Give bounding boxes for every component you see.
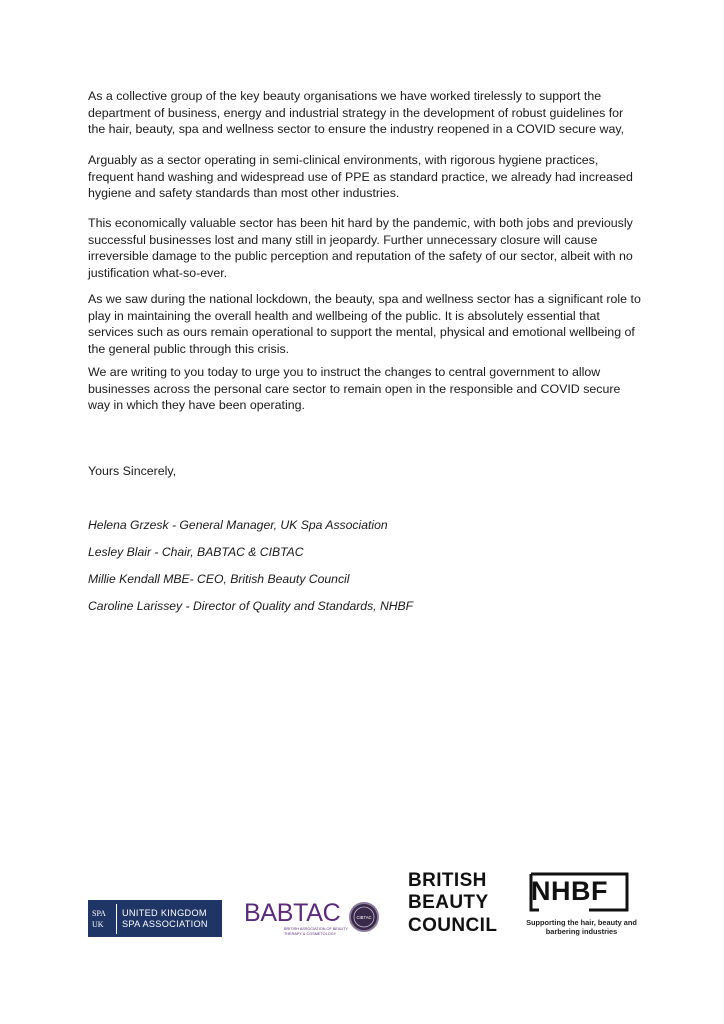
ukspa-monogram-top: SPA [92, 908, 106, 918]
letter-paragraph-2: Arguably as a sector operating in semi-clinical environments, with rigorous hygiene practices, frequent hand washing and widespread use of PPE as standard practice, we already had increased hygiene and safety standards than most other industries. [88, 153, 633, 200]
letter-paragraph-3: This economically valuable sector has been hit hard by the pandemic, with both jobs and previously successful businesses lost and many still in jeopardy. Further unnecessary closure will cause irreversible damage to the public perception and reputation of the safety of our sector, albeit with no justification what-so-ever. [88, 216, 633, 280]
uk-spa-association-logo [88, 900, 222, 937]
cibtac-seal-text: CIBTAC [356, 915, 372, 920]
bbc-line-2: BEAUTY [408, 892, 489, 913]
signatory-2: Lesley Blair - Chair, BABTAC & CIBTAC [88, 545, 304, 559]
ukspa-line-1: UNITED KINGDOM [122, 907, 207, 918]
nhbf-logo [524, 870, 639, 940]
signatory-4: Caroline Larissey - Director of Quality and Standards, NHBF [88, 599, 414, 613]
letter-paragraph-1: As a collective group of the key beauty organisations we have worked tirelessly to support the department of business, energy and industrial strategy in the development of robust guidelines for the hair, beauty, spa and wellness sector to ensure the industry reopened in a COVID secure way, [88, 89, 625, 136]
ukspa-line-2: SPA ASSOCIATION [122, 918, 208, 929]
letter-paragraph-4: As we saw during the national lockdown, the beauty, spa and wellness sector has a significant role to play in maintaining the overall health and wellbeing of the public. It is absolutely essential that services such as ours remain operational to support the mental, physical and emotional wellbeing of the general public through this crisis. [88, 292, 641, 356]
ukspa-monogram [92, 904, 117, 934]
signatory-1: Helena Grzesk - General Manager, UK Spa Association [88, 518, 388, 532]
signatory-3: Millie Kendall MBE- CEO, British Beauty Council [88, 572, 350, 586]
letter-paragraph-5: We are writing to you today to urge you to instruct the changes to central government to allow businesses across the personal care sector to remain open in the responsible and COVID secure way in which they have been operating. [88, 365, 621, 412]
babtac-wordmark: BABTAC [244, 899, 341, 927]
nhbf-wordmark: NHBF [531, 876, 608, 906]
letter-closing: Yours Sincerely, [88, 464, 177, 478]
babtac-logo [244, 897, 384, 941]
ukspa-wordmark [122, 908, 208, 930]
babtac-subtitle: BRITISH ASSOCIATION OF BEAUTY THERAPY & COSMETOLOGY [284, 927, 348, 936]
bbc-line-3: COUNCIL [408, 915, 498, 936]
bbc-line-1: BRITISH [408, 870, 487, 891]
nhbf-tagline: Supporting the hair, beauty and barbering industries [526, 918, 637, 936]
cibtac-seal-icon [349, 902, 379, 932]
ukspa-monogram-bottom: UK [92, 919, 104, 929]
british-beauty-council-logo [406, 870, 498, 938]
